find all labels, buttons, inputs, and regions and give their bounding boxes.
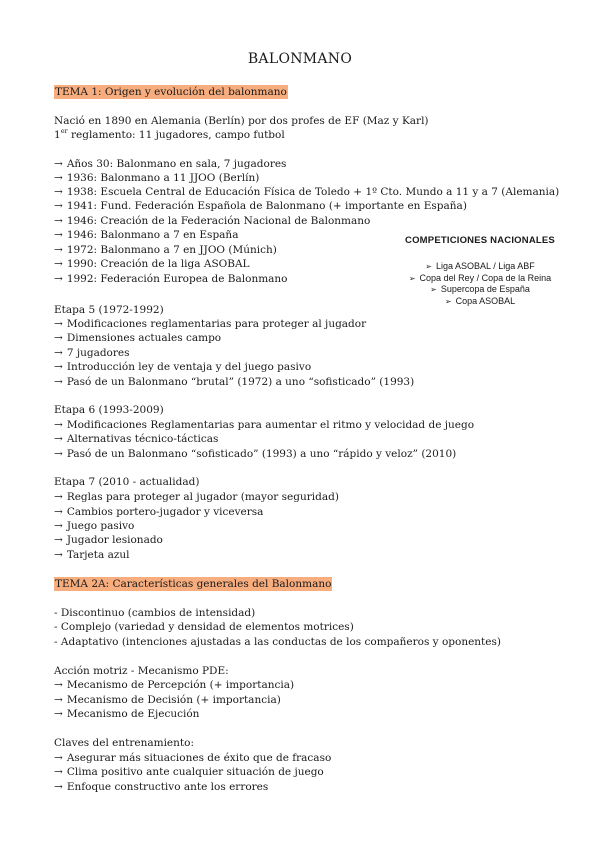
etapa5-item: → Modificaciones reglamentarias para proteger al jugador bbox=[54, 318, 367, 330]
etapa5-title: Etapa 5 (1972-1992) bbox=[54, 304, 164, 316]
arrow-icon: → bbox=[54, 200, 63, 212]
tema1-reglamento bbox=[54, 128, 285, 142]
arrow-icon: → bbox=[54, 186, 63, 198]
arrow-icon: → bbox=[54, 549, 63, 561]
feature-item: - Discontinuo (cambios de intensidad) bbox=[54, 607, 256, 619]
arrow-icon: → bbox=[54, 244, 63, 256]
accion-item: → Mecanismo de Percepción (+ importancia) bbox=[54, 679, 295, 691]
etapa6-item: → Pasó de un Balonmano “sofisticado” (1993) a uno “rápido y veloz” (2010) bbox=[54, 448, 457, 460]
arrow-icon: → bbox=[54, 694, 63, 706]
etapa7-item: → Jugador lesionado bbox=[54, 534, 163, 546]
etapa7-item: → Reglas para proteger al jugador (mayor seguridad) bbox=[54, 491, 339, 503]
feature-item: - Adaptativo (intenciones ajustadas a las conductas de los compañeros y oponentes) bbox=[54, 636, 501, 648]
etapa7-title: Etapa 7 (2010 - actualidad) bbox=[54, 476, 200, 488]
reglamento-text: reglamento: 11 jugadores, campo futbol bbox=[67, 129, 285, 141]
arrow-icon: → bbox=[54, 273, 63, 285]
competicion-item: ➢ Supercopa de España bbox=[430, 284, 530, 294]
arrowhead-bullet-icon: ➢ bbox=[408, 273, 416, 283]
etapa5-item: → Dimensiones actuales campo bbox=[54, 332, 222, 344]
arrow-icon: → bbox=[54, 158, 63, 170]
arrow-icon: → bbox=[54, 766, 63, 778]
arrow-icon: → bbox=[54, 332, 63, 344]
etapa6-title: Etapa 6 (1993-2009) bbox=[54, 404, 164, 416]
competiciones-list bbox=[380, 261, 580, 307]
arrow-icon: → bbox=[54, 534, 63, 546]
competicion-item: ➢ Copa ASOBAL bbox=[444, 295, 516, 306]
arrow-icon: → bbox=[54, 361, 63, 373]
arrow-icon: → bbox=[54, 376, 63, 388]
timeline-item: → 1946: Creación de la Federación Nacional de Balonmano bbox=[54, 215, 371, 227]
accion-item: → Mecanismo de Ejecución bbox=[54, 708, 200, 720]
competicion-item: ➢ Copa del Rey / Copa de la Reina bbox=[408, 272, 552, 283]
arrow-icon: → bbox=[54, 448, 63, 460]
arrow-icon: → bbox=[54, 215, 63, 227]
arrow-icon: → bbox=[54, 520, 63, 532]
accion-title: Acción motriz - Mecanismo PDE: bbox=[54, 665, 229, 677]
arrow-icon: → bbox=[54, 433, 63, 445]
arrowhead-bullet-icon: ➢ bbox=[444, 296, 452, 306]
timeline-item: → 1938: Escuela Central de Educación Física de Toledo + 1º Cto. Mundo a 11 y a 7 (Alemania) bbox=[54, 186, 560, 198]
timeline-item: → 1992: Federación Europea de Balonmano bbox=[54, 273, 288, 285]
claves-title: Claves del entrenamiento: bbox=[54, 737, 194, 749]
tema2a-heading: TEMA 2A: Características generales del Balonmano bbox=[55, 578, 332, 590]
reglamento-superscript: er bbox=[60, 127, 68, 135]
etapa7-item: → Juego pasivo bbox=[54, 520, 135, 532]
arrow-icon: → bbox=[54, 258, 63, 270]
arrow-icon: → bbox=[54, 172, 63, 184]
timeline-item: → 1946: Balonmano a 7 en España bbox=[54, 229, 239, 241]
arrow-icon: → bbox=[54, 506, 63, 518]
arrow-icon: → bbox=[54, 419, 63, 431]
arrowhead-bullet-icon: ➢ bbox=[430, 285, 437, 294]
arrow-icon: → bbox=[54, 752, 63, 764]
timeline-item: → 1972: Balonmano a 7 en JJOO (Múnich) bbox=[54, 244, 277, 256]
etapa5-item: → 7 jugadores bbox=[54, 347, 130, 359]
competicion-item: ➢ Liga ASOBAL / Liga ABF bbox=[425, 261, 535, 271]
tema1-heading: TEMA 1: Origen y evolución del balonmano bbox=[55, 86, 287, 98]
arrow-icon: → bbox=[54, 781, 63, 793]
arrowhead-bullet-icon: ➢ bbox=[425, 262, 432, 271]
arrow-icon: → bbox=[54, 491, 63, 503]
etapa7-item: → Tarjeta azul bbox=[54, 549, 130, 561]
arrow-icon: → bbox=[54, 708, 63, 720]
claves-item: → Asegurar más situaciones de éxito que de fracaso bbox=[54, 752, 332, 764]
arrow-icon: → bbox=[54, 679, 63, 691]
feature-item: - Complejo (variedad y densidad de elementos motrices) bbox=[54, 621, 354, 633]
arrow-icon: → bbox=[54, 347, 63, 359]
accion-item: → Mecanismo de Decisión (+ importancia) bbox=[54, 694, 281, 706]
claves-item: → Enfoque constructivo ante los errores bbox=[54, 781, 269, 793]
arrow-icon: → bbox=[54, 318, 63, 330]
timeline-item: → 1941: Fund. Federación Española de Balonmano (+ importante en España) bbox=[54, 200, 467, 212]
etapa5-item: → Introducción ley de ventaja y del juego pasivo bbox=[54, 361, 312, 373]
competiciones-box bbox=[380, 235, 580, 307]
competiciones-title: COMPETICIONES NACIONALES bbox=[405, 235, 555, 246]
reglamento-number: 1 bbox=[54, 129, 61, 141]
etapa6-item: → Modificaciones Reglamentarias para aumentar el ritmo y velocidad de juego bbox=[54, 419, 475, 431]
etapa7-item: → Cambios portero-jugador y viceversa bbox=[54, 506, 264, 518]
arrow-icon: → bbox=[54, 229, 63, 241]
claves-item: → Clima positivo ante cualquier situación de juego bbox=[54, 766, 324, 778]
timeline-item: → Años 30: Balonmano en sala, 7 jugadores bbox=[54, 158, 287, 170]
timeline-item: → 1936: Balonmano a 11 JJOO (Berlín) bbox=[54, 172, 260, 184]
timeline-item: → 1990: Creación de la liga ASOBAL bbox=[54, 258, 250, 270]
etapa5-item: → Pasó de un Balonmano “brutal” (1972) a uno “sofisticado” (1993) bbox=[54, 376, 415, 388]
tema1-intro: Nació en 1890 en Alemania (Berlín) por dos profes de EF (Maz y Karl) bbox=[54, 115, 429, 127]
etapa6-item: → Alternativas técnico-tácticas bbox=[54, 433, 219, 445]
page-title: BALONMANO bbox=[247, 51, 353, 67]
